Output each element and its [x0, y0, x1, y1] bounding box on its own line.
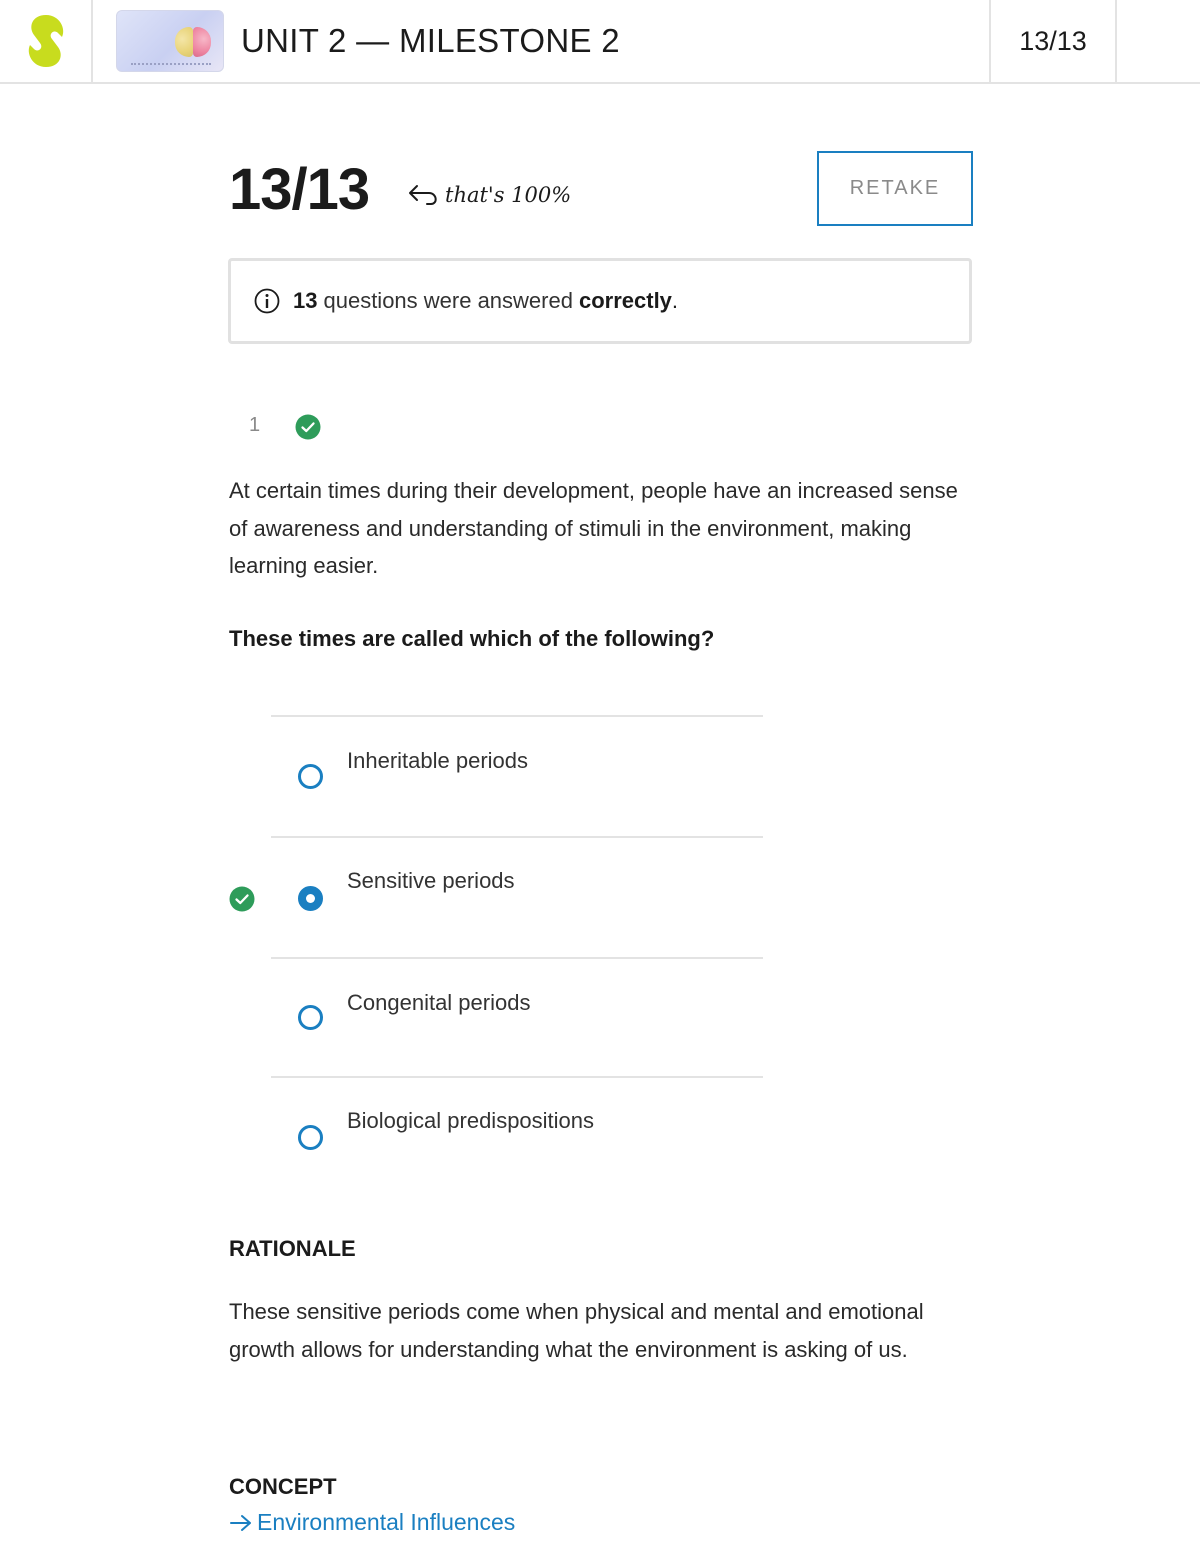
- arrow-right-icon: [229, 1513, 253, 1533]
- info-icon: [253, 287, 281, 315]
- option-radio-3[interactable]: [298, 1005, 323, 1030]
- option-radio-1[interactable]: [298, 764, 323, 789]
- annotation-text: that's 100%: [445, 183, 572, 207]
- option-radio-2-selected[interactable]: [298, 886, 323, 911]
- question-text: At certain times during their development, people have an increased sense of awareness and understanding of stimuli in the environment, making learning easier.: [229, 478, 958, 578]
- info-period: .: [671, 288, 679, 313]
- concept-link-label[interactable]: Environmental Influences: [257, 1509, 516, 1535]
- retake-button[interactable]: RETAKE: [817, 151, 973, 226]
- info-status-text: correctly: [578, 288, 672, 313]
- option-divider: [271, 957, 763, 959]
- sophia-logo-icon[interactable]: [24, 13, 68, 69]
- score-annotation: [407, 182, 571, 208]
- option-label-4[interactable]: Biological predispositions: [347, 1108, 595, 1133]
- question-number: 1: [249, 414, 261, 436]
- selected-correct-check-icon: [229, 886, 255, 912]
- brain-thumbnail-icon: [116, 10, 224, 72]
- logo-cell[interactable]: [0, 0, 93, 82]
- info-middle-text: questions were answered: [323, 288, 573, 313]
- rationale-text: These sensitive periods come when physical and mental and emotional growth allows for understanding what the environment is asking of us.: [229, 1299, 924, 1362]
- correct-count: 13: [293, 288, 318, 313]
- option-label-2[interactable]: Sensitive periods: [347, 868, 515, 893]
- question-prompt: These times are called which of the following?: [229, 626, 715, 651]
- concept-link[interactable]: [229, 1509, 515, 1536]
- option-divider: [271, 1076, 763, 1078]
- option-label-3[interactable]: Congenital periods: [347, 990, 531, 1015]
- big-score: 13/13: [229, 157, 370, 222]
- top-bar: [0, 0, 1200, 84]
- option-divider: [271, 836, 763, 838]
- concept-heading: CONCEPT: [229, 1474, 337, 1499]
- option-label-1[interactable]: Inheritable periods: [347, 748, 529, 773]
- unit-title: UNIT 2 — MILESTONE 2: [241, 22, 620, 59]
- option-radio-4[interactable]: [298, 1125, 323, 1150]
- rationale-heading: RATIONALE: [229, 1236, 356, 1261]
- curved-arrow-icon: [407, 182, 441, 208]
- correct-check-icon: [295, 414, 321, 440]
- header-score: 13/13: [989, 0, 1117, 82]
- option-divider: [271, 715, 763, 717]
- results-info-box: [228, 258, 972, 344]
